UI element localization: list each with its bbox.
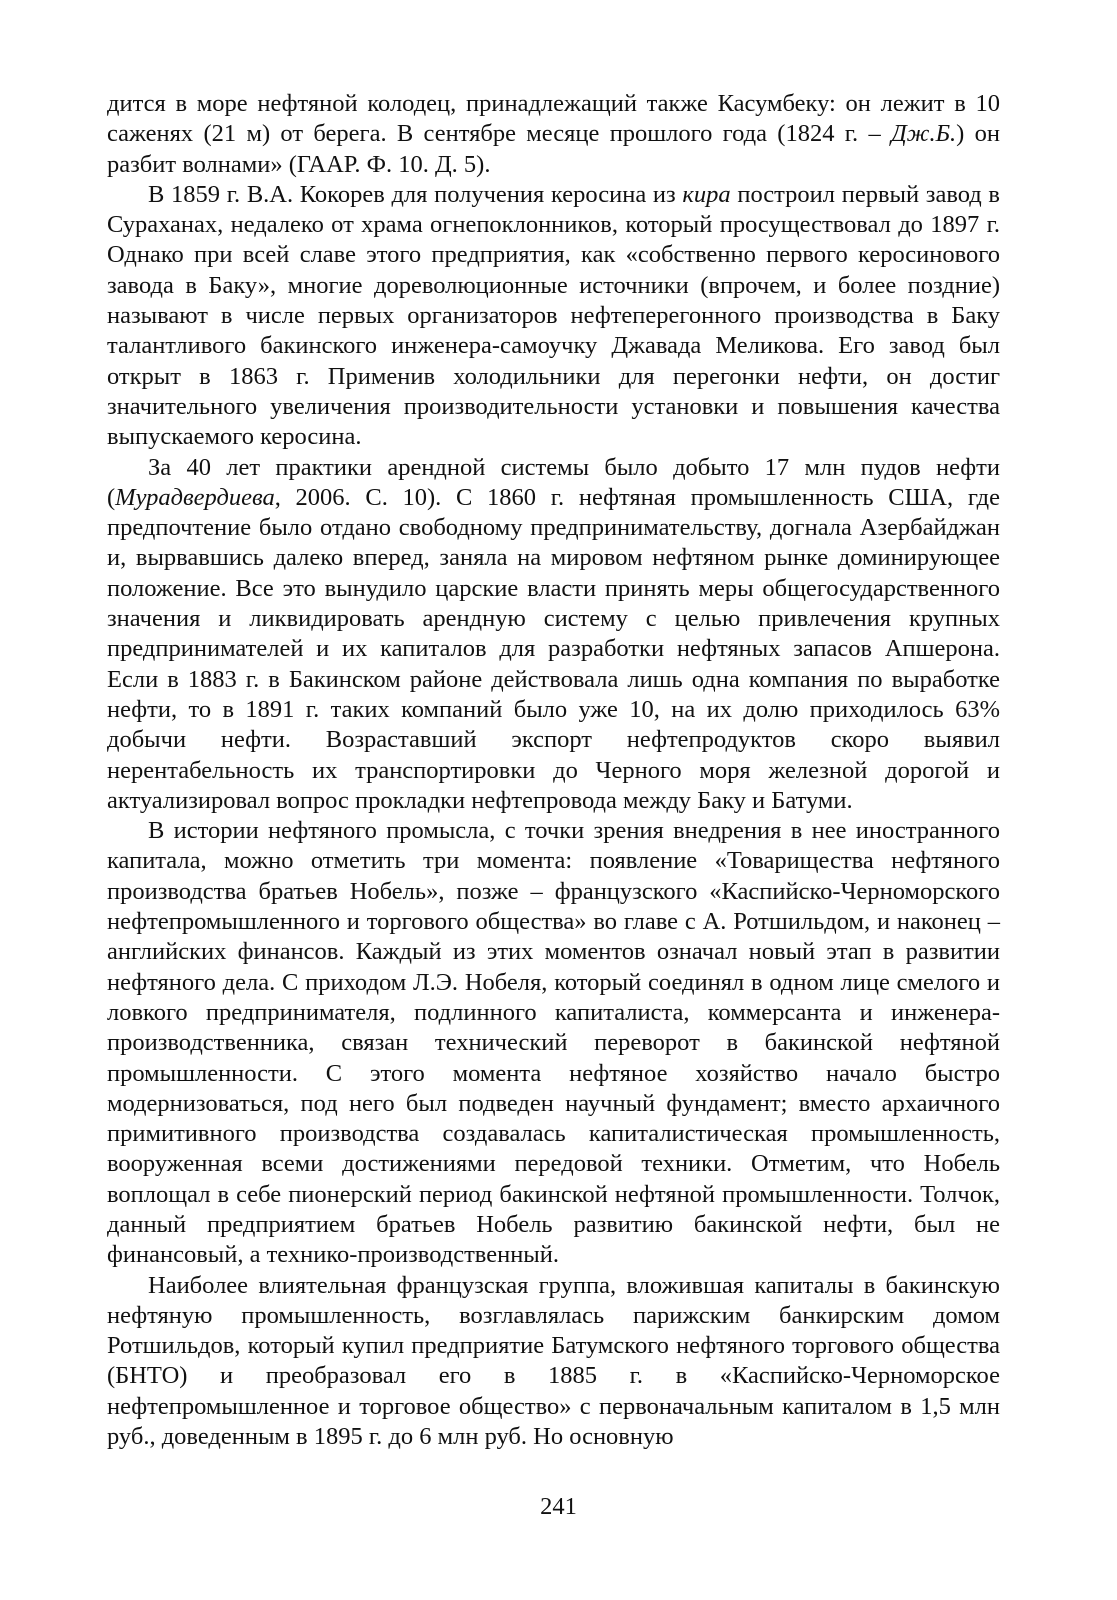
- text-run: Наиболее влиятельная французская группа, вложившая капиталы в бакинскую нефтяную промышленность, возглавлялась парижским банкирским домом Ротшильдов, который купил предприятие Батумского нефтяного торгового общества (БНТО) и преобразовал его в 1885 г. в «Каспийско-Черноморское нефтепромышленное и торговое общество» с первоначальным капиталом в 1,5 млн руб., доведенным в 1895 г. до 6 млн руб. Но основную: [107, 1271, 1000, 1451]
- page-number: 241: [540, 1493, 577, 1520]
- paragraph-4: [107, 816, 1000, 1270]
- text-run: В истории нефтяного промысла, с точки зрения внедрения в нее иностранного капитала, можно отметить три момента: появление «Товарищества нефтяного производства братьев Нобель», позже – французского «Каспийско-Черноморского нефтепромышленного и торгового общества» во главе с А. Ротшильдом, и наконец – английских финансов. Каждый из этих моментов означал новый этап в развитии нефтяного дела. С приходом Л.Э. Нобеля, который соединял в одном лице смелого и ловкого предпринимателя, подлинного капиталиста, коммерсанта и инженера-производственника, связан технический переворот в бакинской нефтяной промышленности. С этого момента нефтяное хозяйство начало быстро модернизоваться, под него был подведен научный фундамент; вместо архаичного примитивного производства создавалась капиталистическая промышленность, вооруженная всеми достижениями передовой техники. Отметим, что Нобель воплощал в себе пионерский период бакинской нефтяной промышленности. Толчок, данный предприятием братьев Нобель развитию бакинской нефти, был не финансовый, а технико-производственный.: [107, 817, 1000, 1269]
- text-run: построил первый завод в Сураханах, недалеко от храма огнепоклонников, который просуществовал до 1897 г. Однако при всей славе этого предприятия, как «собственно первого керосинового завода в Баку», многие дореволюционные источники (впрочем, и более поздние) называют в числе первых организаторов нефтеперегонного производства в Баку талантливого бакинского инженера-самоучку Джавада Меликова. Его завод был открыт в 1863 г. Применив холодильники для перегонки нефти, он достиг значительного увеличения производительности установки и повышения качества выпускаемого керосина.: [107, 180, 1000, 451]
- paragraph-3: [107, 453, 1000, 817]
- paragraph-1: [107, 89, 1000, 180]
- italic-text-run: Дж.Б.: [891, 120, 957, 148]
- body-text: [107, 89, 1000, 1452]
- paragraph-5: [107, 1271, 1000, 1453]
- text-run: ) он разбит волнами» (ГААР. Ф. 10. Д. 5).: [107, 120, 1000, 178]
- italic-text-run: Мурадвердиева: [115, 483, 275, 511]
- text-run: дится в море нефтяной колодец, принадлежащий также Касумбеку: он лежит в 10 саженях (21 м) от берега. В сентябре месяце прошлого года (1824 г. –: [107, 90, 1000, 148]
- text-run: За 40 лет практики арендной системы было добыто 17 млн пудов нефти (: [107, 453, 1000, 511]
- paragraph-2: [107, 180, 1000, 453]
- text-run: В 1859 г. В.А. Кокорев для получения керосина из: [148, 180, 683, 208]
- text-run: , 2006. С. 10). С 1860 г. нефтяная промышленность США, где предпочтение было отдано свободному предпринимательству, догнала Азербайджан и, вырвавшись далеко вперед, заняла на мировом нефтяном рынке доминирующее положение. Все это вынудило царские власти принять меры общегосударственного значения и ликвидировать арендную систему с целью привлечения крупных предпринимателей и их капиталов для разработки нефтяных запасов Апшерона. Если в 1883 г. в Бакинском районе действовала лишь одна компания по выработке нефти, то в 1891 г. таких компаний было уже 10, на их долю приходилось 63% добычи нефти. Возраставший экспорт нефтепродуктов скоро выявил нерентабельность их транспортировки до Черного моря железной дорогой и актуализировал вопрос прокладки нефтепровода между Баку и Батуми.: [107, 483, 1000, 814]
- italic-text-run: кира: [682, 180, 731, 208]
